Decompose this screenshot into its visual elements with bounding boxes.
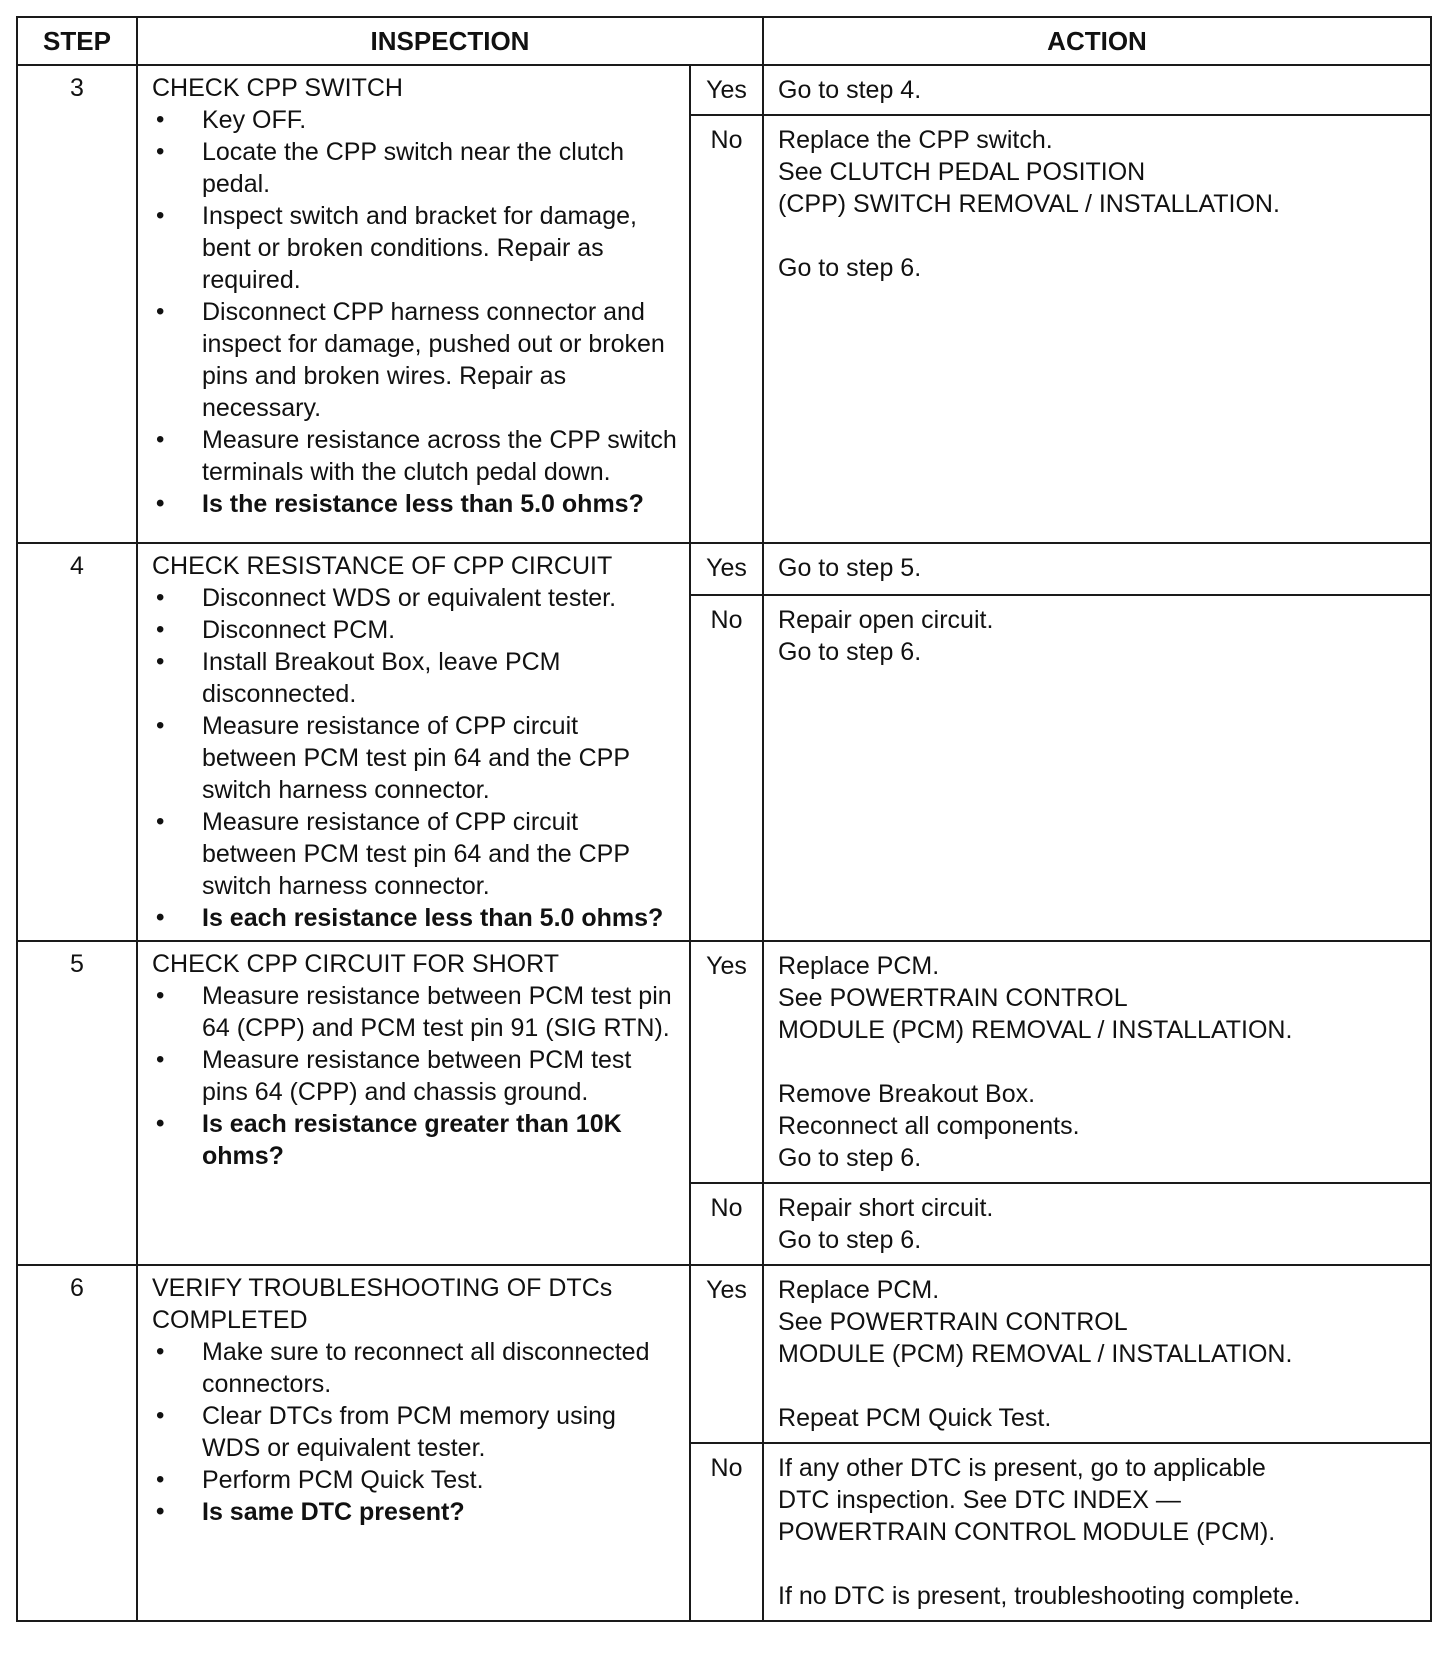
action-line: Repair short circuit. xyxy=(778,1194,994,1222)
action-line: Go to step 6. xyxy=(778,1144,922,1172)
yes-action xyxy=(763,1265,1431,1443)
step-number: 6 xyxy=(17,1265,137,1621)
inspection-bullet: • Measure resistance of CPP circuit between PCM test pin 64 and the CPP switch harness connector. xyxy=(152,710,677,806)
yes-label: Yes xyxy=(690,941,763,1183)
inspection-bullet: • Install Breakout Box, leave PCM disconnected. xyxy=(152,646,677,710)
step-number: 5 xyxy=(17,941,137,1265)
action-line: POWERTRAIN CONTROL MODULE (PCM). xyxy=(778,1518,1276,1546)
inspection-question: • Is the resistance less than 5.0 ohms? xyxy=(152,488,677,520)
header-row xyxy=(17,17,1431,65)
action-line: If any other DTC is present, go to applicable xyxy=(778,1454,1266,1482)
no-label: No xyxy=(690,595,763,941)
action-line xyxy=(778,1548,1416,1580)
action-line: See CLUTCH PEDAL POSITION xyxy=(778,158,1146,186)
inspection-title: CHECK RESISTANCE OF CPP CIRCUIT xyxy=(152,552,613,580)
inspection-bullets xyxy=(152,1336,677,1528)
action-line: Reconnect all components. xyxy=(778,1112,1080,1140)
inspection-bullets xyxy=(152,104,677,520)
action-line xyxy=(778,220,1416,252)
inspection-title: VERIFY TROUBLESHOOTING OF DTCs COMPLETED xyxy=(152,1274,613,1334)
action-line: Go to step 6. xyxy=(778,637,922,666)
header-step: STEP xyxy=(17,17,137,65)
yes-action xyxy=(763,543,1431,595)
header-action: ACTION xyxy=(763,17,1431,65)
step-row-4-yes xyxy=(17,543,1431,595)
header-inspection: INSPECTION xyxy=(137,17,763,65)
inspection-bullet: • Measure resistance of CPP circuit between PCM test pin 64 and the CPP switch harness connector. xyxy=(152,806,677,902)
action-line: See POWERTRAIN CONTROL xyxy=(778,984,1128,1012)
yes-label: Yes xyxy=(690,65,763,115)
action-line: DTC inspection. See DTC INDEX — xyxy=(778,1486,1181,1514)
action-line: Remove Breakout Box. xyxy=(778,1080,1036,1108)
action-line: Replace PCM. xyxy=(778,952,940,980)
inspection-bullets xyxy=(152,582,677,934)
action-line: Replace the CPP switch. xyxy=(778,126,1053,154)
yes-action xyxy=(763,65,1431,115)
step-row-6-yes xyxy=(17,1265,1431,1443)
inspection-question: • Is each resistance greater than 10K ohms? xyxy=(152,1108,677,1172)
inspection-bullet: • Disconnect WDS or equivalent tester. xyxy=(152,582,677,614)
action-line: Go to step 4. xyxy=(778,76,922,104)
step-number: 3 xyxy=(17,65,137,543)
no-action xyxy=(763,115,1431,543)
inspection-bullet: • Disconnect PCM. xyxy=(152,614,677,646)
inspection-title: CHECK CPP SWITCH xyxy=(152,74,403,102)
action-line: Repair open circuit. xyxy=(778,605,994,634)
no-label: No xyxy=(690,1183,763,1265)
action-line: Go to step 5. xyxy=(778,554,922,582)
inspection-cell xyxy=(137,1265,690,1621)
inspection-question: • Is same DTC present? xyxy=(152,1496,677,1528)
inspection-bullet: • Key OFF. xyxy=(152,104,677,136)
action-line: MODULE (PCM) REMOVAL / INSTALLATION. xyxy=(778,1340,1293,1368)
inspection-cell xyxy=(137,543,690,941)
action-line: Repeat PCM Quick Test. xyxy=(778,1404,1052,1432)
no-label: No xyxy=(690,1443,763,1621)
inspection-title: CHECK CPP CIRCUIT FOR SHORT xyxy=(152,950,559,978)
yes-action xyxy=(763,941,1431,1183)
step-row-5-yes xyxy=(17,941,1431,1183)
action-line: (CPP) SWITCH REMOVAL / INSTALLATION. xyxy=(778,190,1280,218)
no-action xyxy=(763,1183,1431,1265)
inspection-bullet: • Disconnect CPP harness connector and inspect for damage, pushed out or broken pins and broken wires. Repair as necessary. xyxy=(152,296,677,424)
inspection-question: • Is each resistance less than 5.0 ohms? xyxy=(152,902,677,934)
inspection-bullet: • Measure resistance between PCM test pin 64 (CPP) and PCM test pin 91 (SIG RTN). xyxy=(152,980,677,1044)
no-label: No xyxy=(690,115,763,543)
action-line: If no DTC is present, troubleshooting complete. xyxy=(778,1582,1301,1610)
action-line xyxy=(778,1046,1416,1078)
inspection-table xyxy=(16,16,1432,1622)
troubleshooting-document xyxy=(16,16,1430,1622)
action-line: Go to step 6. xyxy=(778,1226,922,1254)
inspection-cell xyxy=(137,941,690,1265)
action-line: Replace PCM. xyxy=(778,1276,940,1304)
inspection-bullet: • Locate the CPP switch near the clutch pedal. xyxy=(152,136,677,200)
inspection-bullet: • Inspect switch and bracket for damage, bent or broken conditions. Repair as required. xyxy=(152,200,677,296)
action-line: MODULE (PCM) REMOVAL / INSTALLATION. xyxy=(778,1016,1293,1044)
inspection-bullet: • Make sure to reconnect all disconnected connectors. xyxy=(152,1336,677,1400)
no-action xyxy=(763,1443,1431,1621)
action-line: Go to step 6. xyxy=(778,254,922,282)
inspection-cell xyxy=(137,65,690,543)
inspection-bullet: • Perform PCM Quick Test. xyxy=(152,1464,677,1496)
inspection-bullet: • Measure resistance across the CPP switch terminals with the clutch pedal down. xyxy=(152,424,677,488)
action-line xyxy=(778,1370,1416,1402)
yes-label: Yes xyxy=(690,1265,763,1443)
step-row-3-yes xyxy=(17,65,1431,115)
inspection-bullet: • Measure resistance between PCM test pins 64 (CPP) and chassis ground. xyxy=(152,1044,677,1108)
step-number: 4 xyxy=(17,543,137,941)
inspection-bullets xyxy=(152,980,677,1172)
no-action xyxy=(763,595,1431,941)
action-line: See POWERTRAIN CONTROL xyxy=(778,1308,1128,1336)
inspection-bullet: • Clear DTCs from PCM memory using WDS or equivalent tester. xyxy=(152,1400,677,1464)
yes-label: Yes xyxy=(690,543,763,595)
